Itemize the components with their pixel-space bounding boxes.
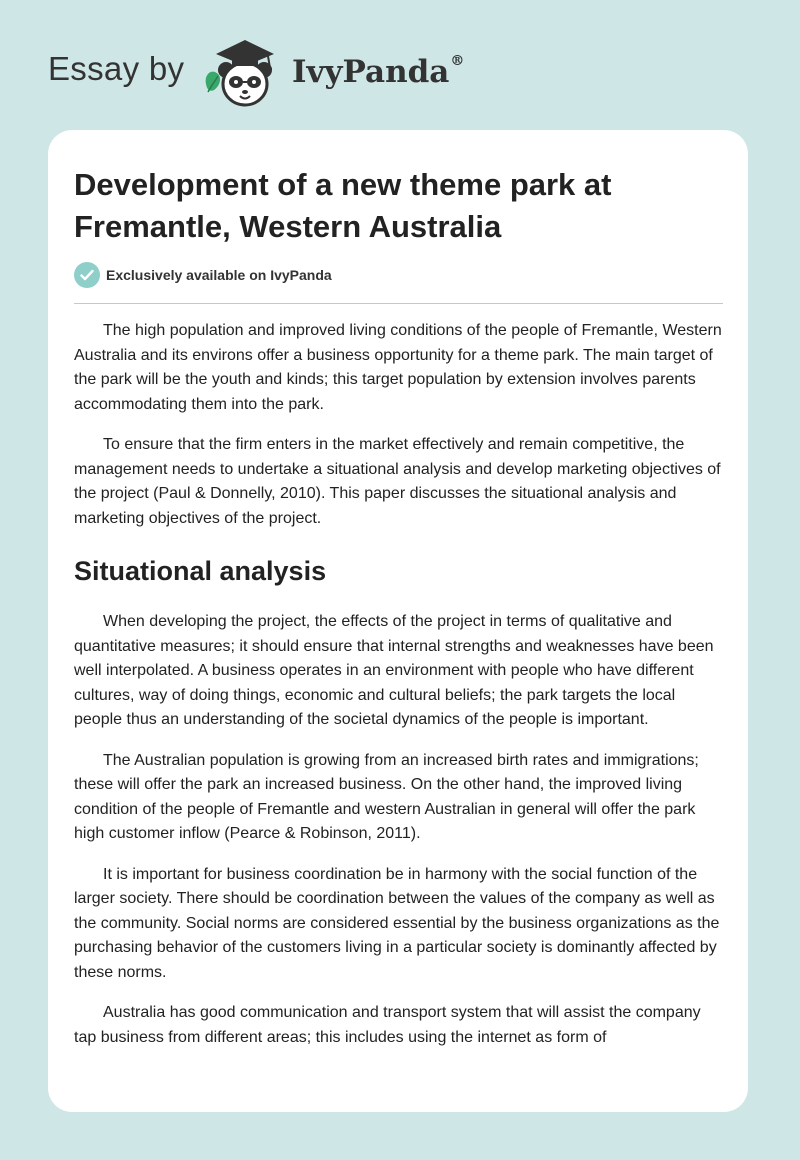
essay-card xyxy=(48,130,748,1112)
paragraph: Australia has good communication and transport system that will assist the company tap business from different areas; this includes using the internet as form of xyxy=(74,1004,701,1046)
site-header xyxy=(0,0,800,130)
brand-name-text: IvyPanda xyxy=(292,54,450,90)
essay-body xyxy=(74,319,726,1066)
panda-graduate-logo-icon[interactable] xyxy=(198,34,290,110)
section-heading: Situational analysis xyxy=(74,556,327,586)
divider xyxy=(74,303,723,304)
essay-by-label: Essay by xyxy=(48,50,185,87)
paragraph: The Australian population is growing from an increased birth rates and immigrations; these will offer the park an increased business. On the other hand, the improved living condition of the people of Fremantle and western Australian in general will offer the park high customer inflow (Pearce & Robinson, 2011). xyxy=(74,751,699,842)
paragraph: The high population and improved living conditions of the people of Fremantle, Western Australia and its environs offer a business opportunity for a theme park. The main target of the park will be the youth and kinds; this target population by extension involves parents accommodating them into the park. xyxy=(74,322,722,413)
paragraph: It is important for business coordination be in harmony with the social function of the larger society. There should be coordination between the values of the company as well as the community. Social norms are considered essential by the business organizations as the purchasing behavior of the customers living in a particular society is dominantly affected by these norms. xyxy=(74,865,720,981)
check-circle-icon xyxy=(74,262,100,288)
badge-text: Exclusively available on IvyPanda xyxy=(106,267,332,283)
essay-title: Development of a new theme park at Fremantle, Western Australia xyxy=(74,167,612,244)
exclusive-badge xyxy=(74,262,332,288)
paragraph: When developing the project, the effects of the project in terms of qualitative and quantitative measures; it should ensure that internal strengths and weaknesses have been well interpolated. A business operates in an environment with people who have different cultures, way of doing things, economic and cultural beliefs; the park targets the local people thus an understanding of the societal dynamics of the people is important. xyxy=(74,613,714,728)
registered-mark: ® xyxy=(450,52,465,69)
paragraph: To ensure that the firm enters in the market effectively and remain competitive, the management needs to undertake a situational analysis and develop marketing objectives of the project (Paul & Donnelly, 2010). This paper discusses the situational analysis and marketing objectives of the project. xyxy=(74,436,721,527)
brand-name[interactable] xyxy=(292,54,464,90)
